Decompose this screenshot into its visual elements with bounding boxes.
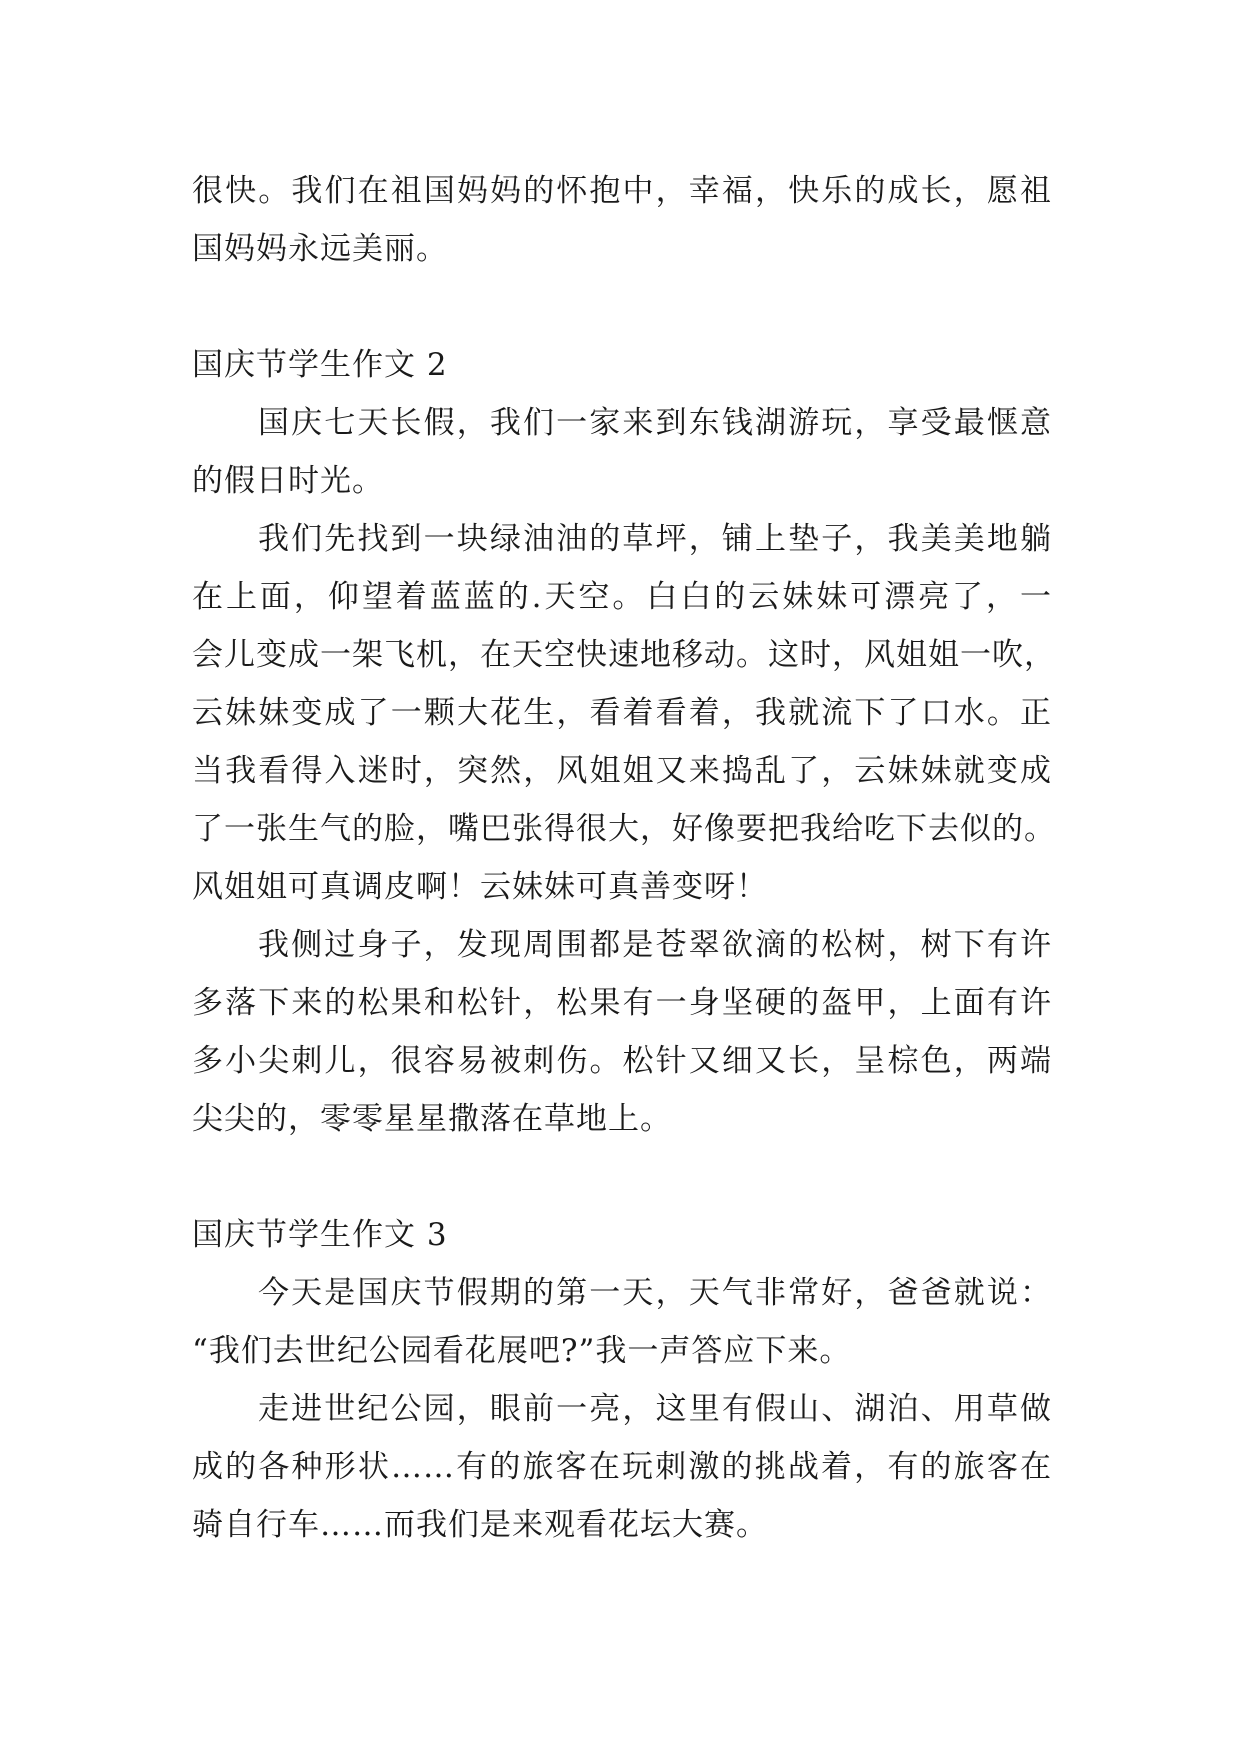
continuation-paragraph: [192, 162, 1052, 278]
text-line: 风姐姐可真调皮啊！云妹妹可真善变呀！: [192, 869, 768, 905]
paragraph: [192, 394, 1052, 510]
text-line: “我们去世纪公园看花展吧?”我一声答应下来。: [192, 1333, 852, 1369]
paragraph: [192, 510, 1056, 916]
paragraph: [192, 1264, 1052, 1380]
text-line: 骑自行车……而我们是来观看花坛大赛。: [192, 1507, 768, 1543]
text-line: 在上面，仰望着蓝蓝的.天空。白白的云妹妹可漂亮了，一: [192, 579, 1052, 615]
text-line: 国庆七天长假，我们一家来到东钱湖游玩，享受最惬意: [258, 405, 1052, 441]
document-body: [192, 162, 1056, 1554]
essay-title: 国庆节学生作文 3: [192, 1217, 448, 1253]
text-line: 尖尖的，零零星星撒落在草地上。: [192, 1101, 672, 1137]
text-line: 很快。我们在祖国妈妈的怀抱中，幸福，快乐的成长，愿祖: [192, 173, 1052, 209]
text-line: 多小尖刺儿，很容易被刺伤。松针又细又长，呈棕色，两端: [192, 1043, 1052, 1079]
essay-section: [192, 336, 1056, 1148]
section-spacer: [192, 278, 1052, 336]
text-line: 多落下来的松果和松针，松果有一身坚硬的盔甲，上面有许: [192, 985, 1052, 1021]
section-spacer: [192, 1148, 1052, 1206]
text-line: 了一张生气的脸，嘴巴张得很大，好像要把我给吃下去似的。: [192, 811, 1056, 847]
text-line: 我们先找到一块绿油油的草坪，铺上垫子，我美美地躺: [258, 521, 1052, 557]
text-line: 当我看得入迷时，突然，风姐姐又来捣乱了，云妹妹就变成: [192, 753, 1052, 789]
text-line: 今天是国庆节假期的第一天，天气非常好，爸爸就说：: [258, 1275, 1052, 1311]
text-line: 我侧过身子，发现周围都是苍翠欲滴的松树，树下有许: [258, 927, 1052, 963]
text-line: 国妈妈永远美丽。: [192, 231, 448, 267]
essay-section: [192, 1206, 1052, 1554]
text-line: 的假日时光。: [192, 463, 384, 499]
text-line: 走进世纪公园，眼前一亮，这里有假山、湖泊、用草做: [258, 1391, 1052, 1427]
text-line: 云妹妹变成了一颗大花生，看着看着，我就流下了口水。正: [192, 695, 1052, 731]
text-line: 会儿变成一架飞机，在天空快速地移动。这时，风姐姐一吹，: [192, 637, 1056, 673]
paragraph: [192, 916, 1052, 1148]
text-line: 成的各种形状……有的旅客在玩刺激的挑战着，有的旅客在: [192, 1449, 1052, 1485]
essay-title: 国庆节学生作文 2: [192, 347, 448, 383]
paragraph: [192, 1380, 1052, 1554]
